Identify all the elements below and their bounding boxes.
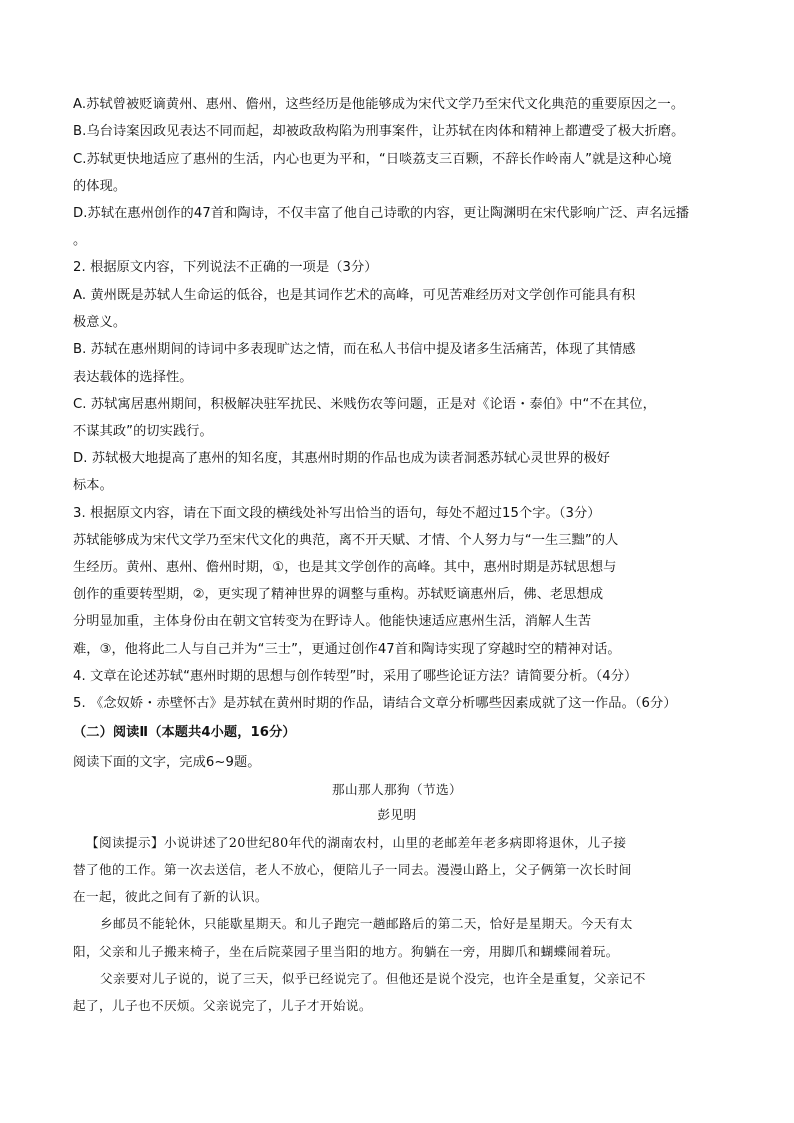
story-author: 彭见明 xyxy=(377,807,417,822)
q2-option-a-cont: 极意义。 xyxy=(73,315,127,330)
story-title: 那山那人那狗（节选） xyxy=(332,782,462,797)
story-line: 在一起，彼此之间有了新的认识。 xyxy=(73,889,268,904)
q2-option-d: D. 苏轼极大地提高了惠州的知名度，其惠州时期的作品也成为读者洞悉苏轼心灵世界的极好 xyxy=(73,451,611,466)
option-c-line: C.苏轼更快地适应了惠州的生活，内心也更为平和，“日啖荔支三百颗，不辞长作岭南人”就是这种心境 xyxy=(73,152,672,167)
q3-passage-line: 分明显加重，主体身份由在朝文官转变为在野诗人。他能快速适应惠州生活，消解人生苦 xyxy=(73,614,592,629)
option-c-line-cont: 的体现。 xyxy=(73,179,127,194)
story-line: 父亲要对儿子说的，说了三天，似乎已经说完了。但他还是说个没完，也许全是重复，父亲记不 xyxy=(100,971,646,986)
q3-passage-line: 生经历。黄州、惠州、儋州时期，①，也是其文学创作的高峰。其中，惠州时期是苏轼思想与 xyxy=(73,560,617,575)
q2-option-d-cont: 标本。 xyxy=(73,478,113,493)
q3-passage-line: 创作的重要转型期，②，更实现了精神世界的调整与重构。苏轼贬谪惠州后，佛、老思想成 xyxy=(73,587,604,602)
q2-option-c-cont: 不谋其政”的切实践行。 xyxy=(73,424,213,439)
q2-option-b-cont: 表达载体的选择性。 xyxy=(73,370,193,385)
section-heading: （二）阅读Ⅱ（本题共4小题，16分） xyxy=(73,725,296,740)
q3-passage-line: 难，③，他将此二人与自己并为“三士”，更通过创作47首和陶诗实现了穿越时空的精神对话。 xyxy=(73,642,621,657)
q2-option-b: B. 苏轼在惠州期间的诗词中多表现旷达之情，而在私人书信中提及诸多生活痛苦，体现了其情感 xyxy=(73,342,636,357)
option-d-line-cont: 。 xyxy=(73,233,87,248)
q2-option-c: C. 苏轼寓居惠州期间，积极解决驻军扰民、米贱伤农等问题，正是对《论语・泰伯》中“不在其位， xyxy=(73,397,656,412)
question-3-stem: 3. 根据原文内容，请在下面文段的横线处补写出恰当的语句，每处不超过15个字。（3分） xyxy=(73,506,601,521)
option-b-line: B.乌台诗案因政见表达不同而起，却被政敌构陷为刑事案件，让苏轼在肉体和精神上都遭受了极大折磨。 xyxy=(73,124,685,139)
story-line: 乡邮员不能轮休，只能歇星期天。和儿子跑完一趟邮路后的第二天，恰好是星期天。今天有太 xyxy=(100,916,633,931)
q2-option-a: A. 黄州既是苏轼人生命运的低谷，也是其词作艺术的高峰，可见苦难经历对文学创作可能具有积 xyxy=(73,288,636,303)
story-line: 替了他的工作。第一次去送信，老人不放心，便陪儿子一同去。漫漫山路上，父子俩第一次长时间 xyxy=(73,862,632,877)
question-4: 4. 文章在论述苏轼“惠州时期的思想与创作转型”时，采用了哪些论证方法？请简要分析。（4分） xyxy=(73,669,638,684)
q3-passage-line: 苏轼能够成为宋代文学乃至宋代文化的典范，离不开天赋、才情、个人努力与“一生三黜”的人 xyxy=(73,533,619,548)
option-a-line: A.苏轼曾被贬谪黄州、惠州、儋州，这些经历是他能够成为宋代文学乃至宋代文化典范的重要原因之一。 xyxy=(73,97,685,112)
story-line: 【阅读提示】小说讲述了20世纪80年代的湖南农村，山里的老邮差年老多病即将退休，儿子接 xyxy=(86,835,627,850)
option-d-line: D.苏轼在惠州创作的47首和陶诗，不仅丰富了他自己诗歌的内容，更让陶渊明在宋代影响广泛、声名远播 xyxy=(73,206,690,221)
question-5: 5. 《念奴娇・赤壁怀古》是苏轼在黄州时期的作品，请结合文章分析哪些因素成就了这一作品。（6分） xyxy=(73,696,677,711)
question-2-stem: 2. 根据原文内容，下列说法不正确的一项是（3分） xyxy=(73,260,378,275)
story-line: 起了，儿子也不厌烦。父亲说完了，儿子才开始说。 xyxy=(73,998,372,1013)
story-line: 阳，父亲和儿子搬来椅子，坐在后院菜园子里当阳的地方。狗躺在一旁，用脚爪和蝴蝶闹着玩。 xyxy=(73,944,619,959)
reading-instruction: 阅读下面的文字，完成6~9题。 xyxy=(73,755,261,770)
